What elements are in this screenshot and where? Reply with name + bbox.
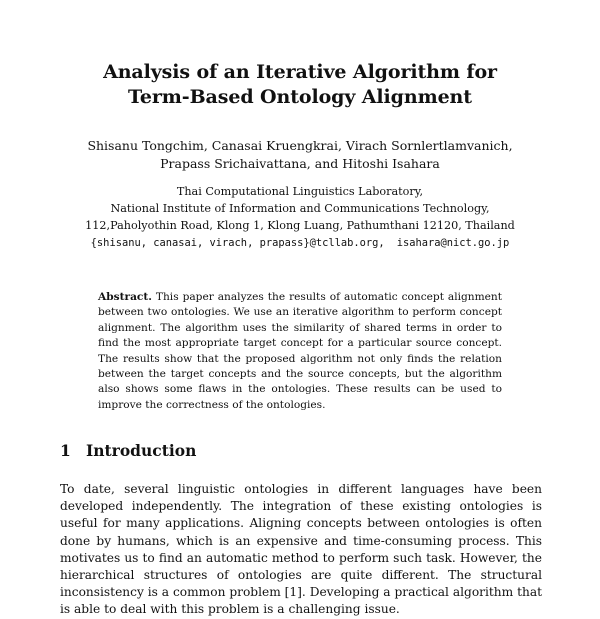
author-line-1: Shisanu Tongchim, Canasai Kruengkrai, Virach Sornlertlamvanich,: [87, 138, 513, 153]
abstract: [98, 290, 502, 413]
section-title: Introduction: [86, 441, 197, 460]
abstract-text: This paper analyzes the results of automatic concept alignment between two ontologies. We use an iterative algorithm to perform concept alignment. The algorithm uses the similarity of shared terms in order to find the most appropriate target concept for a particular source concept. The results show that the proposed algorithm not only finds the relation between the target concepts and the source concepts, but the algorithm also shows some flaws in the ontologies. These results can be used to improve the correctness of the ontologies.: [98, 291, 503, 411]
email-line: [0, 234, 600, 252]
email-group: {shisanu, canasai, virach, prapass}@tcllab.org,: [90, 237, 385, 249]
title-line-1: Analysis of an Iterative Algorithm for: [103, 61, 497, 83]
author-line-2: Prapass Srichaivattana, and Hitoshi Isahara: [160, 156, 440, 171]
abstract-label: Abstract.: [98, 291, 152, 303]
author-list: [0, 137, 600, 173]
title-line-2: Term-Based Ontology Alignment: [128, 86, 472, 108]
affiliation-line-2: National Institute of Information and Communications Technology,: [110, 202, 490, 215]
section-heading: [60, 441, 540, 461]
affiliation-line-3: 112,Paholyothin Road, Klong 1, Klong Luang, Pathumthani 12120, Thailand: [85, 219, 515, 232]
section-number: 1: [60, 441, 71, 460]
affiliation-block: [0, 183, 600, 252]
email-isahara: isahara@nict.go.jp: [396, 237, 510, 249]
paper-title: [0, 60, 600, 110]
intro-paragraph: To date, several linguistic ontologies in different languages have been developed independently. The integration of these existing ontologies is useful for many applications. Aligning concepts between ontologies is often done by humans, which is an expensive and time-consuming process. This motivates us to find an automatic method to perform such task. However, the hierarchical structures of ontologies are quite different. The structural inconsistency is a common problem [1]. Developing a practical algorithm that is able to deal with this problem is a challenging issue.: [60, 482, 542, 617]
affiliation-line-1: Thai Computational Linguistics Laboratory,: [176, 185, 424, 198]
